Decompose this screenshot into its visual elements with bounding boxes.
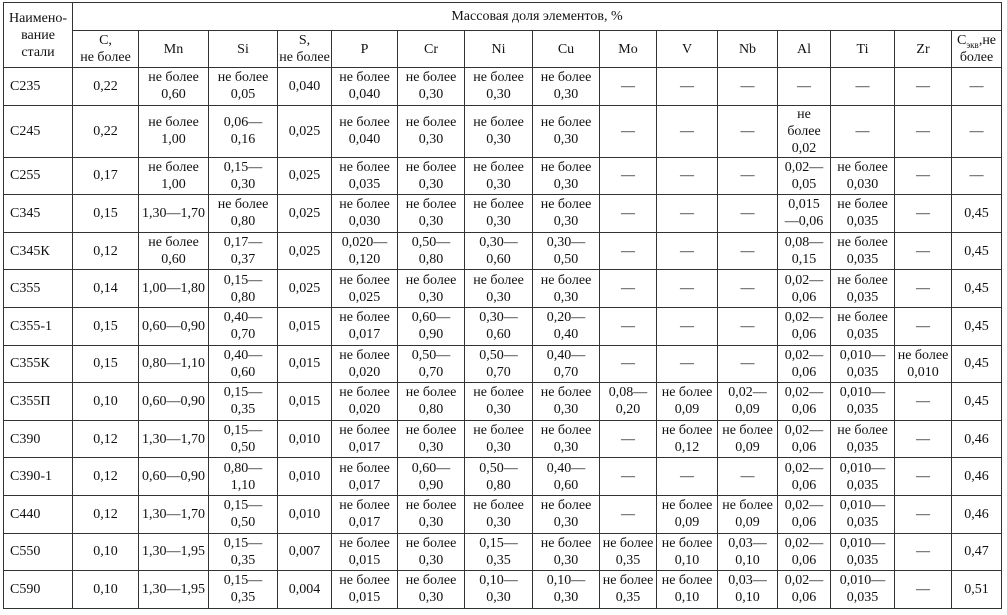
table-cell: не более 0,30 bbox=[398, 420, 465, 458]
table-cell: 0,60—0,90 bbox=[139, 383, 209, 421]
table-cell: не более 0,30 bbox=[533, 420, 600, 458]
table-cell: 0,15— 0,50 bbox=[209, 420, 278, 458]
table-cell: 0,45 bbox=[952, 270, 1002, 308]
steel-grade-cell: С355-1 bbox=[4, 307, 73, 345]
table-cell: не более 0,035 bbox=[332, 157, 398, 195]
table-cell: не более 0,10 bbox=[657, 533, 718, 571]
table-cell: не более 0,30 bbox=[398, 105, 465, 157]
table-cell: 0,22 bbox=[73, 68, 139, 106]
table-cell: 0,025 bbox=[278, 270, 332, 308]
table-cell: не более 0,017 bbox=[332, 495, 398, 533]
table-cell: не более 0,040 bbox=[332, 68, 398, 106]
table-cell: 0,15 bbox=[73, 307, 139, 345]
table-cell: не более 0,35 bbox=[600, 571, 657, 609]
table-cell: 0,60—0,90 bbox=[139, 307, 209, 345]
element-column-header: Ni bbox=[465, 31, 533, 68]
table-cell: 0,15— 0,80 bbox=[209, 270, 278, 308]
table-cell: 0,010— 0,035 bbox=[831, 345, 895, 383]
table-cell: не более 0,30 bbox=[533, 105, 600, 157]
table-cell: — bbox=[600, 307, 657, 345]
table-cell: не более 0,30 bbox=[398, 195, 465, 233]
steel-grade-cell: С550 bbox=[4, 533, 73, 571]
table-cell: 0,007 bbox=[278, 533, 332, 571]
element-column-header: S, не более bbox=[278, 31, 332, 68]
table-cell: не более 0,12 bbox=[657, 420, 718, 458]
steel-grade-cell: С590 bbox=[4, 571, 73, 609]
table-cell: — bbox=[600, 345, 657, 383]
table-cell: 0,50— 0,70 bbox=[398, 345, 465, 383]
table-cell: — bbox=[600, 420, 657, 458]
table-cell: — bbox=[718, 195, 778, 233]
table-cell: 0,15— 0,50 bbox=[209, 495, 278, 533]
table-cell: 0,02— 0,06 bbox=[778, 383, 831, 421]
table-cell: — bbox=[657, 195, 718, 233]
table-cell: 0,50— 0,70 bbox=[465, 345, 533, 383]
table-cell: — bbox=[778, 68, 831, 106]
table-cell: не более 0,035 bbox=[831, 307, 895, 345]
table-cell: 0,15— 0,35 bbox=[209, 533, 278, 571]
table-cell: 0,03— 0,10 bbox=[718, 533, 778, 571]
table-cell: 0,02— 0,05 bbox=[778, 157, 831, 195]
table-cell: не более 0,030 bbox=[831, 157, 895, 195]
table-cell: — bbox=[657, 270, 718, 308]
table-cell: — bbox=[718, 68, 778, 106]
table-cell: не более 0,30 bbox=[465, 68, 533, 106]
table-cell: 0,45 bbox=[952, 232, 1002, 270]
table-cell: не более 0,30 bbox=[533, 195, 600, 233]
table-row bbox=[4, 232, 1002, 270]
table-cell: — bbox=[600, 495, 657, 533]
table-cell: 0,60— 0,90 bbox=[398, 307, 465, 345]
table-cell: не более 0,30 bbox=[398, 270, 465, 308]
element-column-header: Ti bbox=[831, 31, 895, 68]
table-cell: 0,015 —0,06 bbox=[778, 195, 831, 233]
table-cell: — bbox=[952, 68, 1002, 106]
steel-grade-cell: С355К bbox=[4, 345, 73, 383]
table-cell: не более 0,80 bbox=[398, 383, 465, 421]
table-row bbox=[4, 420, 1002, 458]
table-cell: 0,015 bbox=[278, 345, 332, 383]
table-cell: 0,010 bbox=[278, 420, 332, 458]
table-cell: 0,45 bbox=[952, 345, 1002, 383]
table-cell: не более 0,09 bbox=[657, 495, 718, 533]
table-cell: 0,40— 0,70 bbox=[533, 345, 600, 383]
table-cell: — bbox=[657, 105, 718, 157]
table-cell: не более 0,09 bbox=[657, 383, 718, 421]
table-cell: 0,12 bbox=[73, 420, 139, 458]
table-cell: не более 0,09 bbox=[718, 420, 778, 458]
table-cell: 0,010 bbox=[278, 458, 332, 496]
table-cell: не более 0,015 bbox=[332, 571, 398, 609]
table-cell: 0,02— 0,06 bbox=[778, 307, 831, 345]
table-row bbox=[4, 345, 1002, 383]
table-cell: не более 0,040 bbox=[332, 105, 398, 157]
table-cell: не более 0,05 bbox=[209, 68, 278, 106]
table-cell: не более 0,025 bbox=[332, 270, 398, 308]
table-cell: 0,06— 0,16 bbox=[209, 105, 278, 157]
table-cell: 0,45 bbox=[952, 383, 1002, 421]
table-cell: — bbox=[895, 157, 952, 195]
table-cell: — bbox=[657, 68, 718, 106]
table-cell: 0,12 bbox=[73, 232, 139, 270]
table-cell: не более 0,02 bbox=[778, 105, 831, 157]
steel-grade-cell: С390-1 bbox=[4, 458, 73, 496]
table-cell: — bbox=[718, 345, 778, 383]
table-cell: не более 0,30 bbox=[398, 68, 465, 106]
table-cell: 1,30—1,95 bbox=[139, 533, 209, 571]
table-cell: — bbox=[952, 157, 1002, 195]
table-cell: 0,025 bbox=[278, 232, 332, 270]
table-cell: 0,10 bbox=[73, 571, 139, 609]
table-cell: не более 0,030 bbox=[332, 195, 398, 233]
table-cell: — bbox=[657, 458, 718, 496]
steel-grade-cell: С345 bbox=[4, 195, 73, 233]
table-cell: 0,025 bbox=[278, 157, 332, 195]
table-cell: 0,010— 0,035 bbox=[831, 458, 895, 496]
table-cell: — bbox=[600, 232, 657, 270]
table-cell: 0,10 bbox=[73, 533, 139, 571]
table-cell: 0,40— 0,60 bbox=[533, 458, 600, 496]
table-cell: не более 0,80 bbox=[209, 195, 278, 233]
element-column-header: Si bbox=[209, 31, 278, 68]
steel-composition-table bbox=[3, 2, 1002, 609]
element-column-header: C, не более bbox=[73, 31, 139, 68]
table-cell: 0,80— 1,10 bbox=[209, 458, 278, 496]
table-cell: не более 0,30 bbox=[533, 68, 600, 106]
table-cell: 0,15 bbox=[73, 345, 139, 383]
table-cell: — bbox=[895, 420, 952, 458]
table-cell: 0,15— 0,35 bbox=[465, 533, 533, 571]
table-cell: — bbox=[600, 157, 657, 195]
element-column-header: Mn bbox=[139, 31, 209, 68]
table-cell: не более 0,30 bbox=[398, 157, 465, 195]
table-row bbox=[4, 270, 1002, 308]
element-column-header: Nb bbox=[718, 31, 778, 68]
table-cell: 0,025 bbox=[278, 105, 332, 157]
element-column-header: P bbox=[332, 31, 398, 68]
table-cell: не более 0,30 bbox=[398, 495, 465, 533]
table-cell: не более 0,035 bbox=[831, 270, 895, 308]
table-cell: 0,02— 0,06 bbox=[778, 458, 831, 496]
table-cell: 0,08— 0,20 bbox=[600, 383, 657, 421]
table-cell: 0,010 bbox=[278, 495, 332, 533]
table-cell: — bbox=[600, 458, 657, 496]
table-cell: 0,30— 0,60 bbox=[465, 232, 533, 270]
table-cell: 0,02— 0,06 bbox=[778, 495, 831, 533]
table-cell: не более 0,017 bbox=[332, 420, 398, 458]
table-row bbox=[4, 68, 1002, 106]
table-cell: 0,22 bbox=[73, 105, 139, 157]
table-cell: 0,30— 0,50 bbox=[533, 232, 600, 270]
table-cell: 0,45 bbox=[952, 195, 1002, 233]
table-cell: не более 0,035 bbox=[831, 195, 895, 233]
table-row bbox=[4, 307, 1002, 345]
table-cell: 0,51 bbox=[952, 571, 1002, 609]
table-cell: 0,02— 0,06 bbox=[778, 345, 831, 383]
table-row bbox=[4, 458, 1002, 496]
table-cell: — bbox=[831, 68, 895, 106]
table-cell: — bbox=[895, 533, 952, 571]
table-cell: 0,15— 0,30 bbox=[209, 157, 278, 195]
table-cell: 0,02— 0,09 bbox=[718, 383, 778, 421]
table-cell: 0,40— 0,60 bbox=[209, 345, 278, 383]
table-cell: не более 1,00 bbox=[139, 157, 209, 195]
table-cell: 0,50— 0,80 bbox=[465, 458, 533, 496]
table-row bbox=[4, 571, 1002, 609]
table-cell: 0,10— 0,30 bbox=[533, 571, 600, 609]
table-cell: не более 0,020 bbox=[332, 383, 398, 421]
table-cell: — bbox=[895, 68, 952, 106]
carbon-equivalent-header: $C_{экв},не$ более bbox=[952, 31, 1002, 68]
table-cell: не более 0,30 bbox=[533, 383, 600, 421]
element-column-header: Mo bbox=[600, 31, 657, 68]
table-cell: 0,015 bbox=[278, 307, 332, 345]
steel-grade-cell: С255 bbox=[4, 157, 73, 195]
table-cell: 0,15— 0,35 bbox=[209, 383, 278, 421]
table-cell: не более 0,30 bbox=[533, 270, 600, 308]
table-row bbox=[4, 157, 1002, 195]
grade-column-header: Наимено- вание стали bbox=[4, 3, 73, 68]
steel-grade-cell: С235 bbox=[4, 68, 73, 106]
table-row bbox=[4, 495, 1002, 533]
table-cell: 0,47 bbox=[952, 533, 1002, 571]
table-row bbox=[4, 195, 1002, 233]
table-cell: не более 0,09 bbox=[718, 495, 778, 533]
table-cell: 0,40— 0,70 bbox=[209, 307, 278, 345]
steel-grade-cell: С355 bbox=[4, 270, 73, 308]
table-cell: 0,14 bbox=[73, 270, 139, 308]
table-cell: 0,015 bbox=[278, 383, 332, 421]
element-column-header: Cu bbox=[533, 31, 600, 68]
table-cell: не более 0,30 bbox=[465, 157, 533, 195]
table-cell: — bbox=[657, 307, 718, 345]
table-cell: 0,80—1,10 bbox=[139, 345, 209, 383]
table-cell: не более 0,35 bbox=[600, 533, 657, 571]
table-cell: 0,020— 0,120 bbox=[332, 232, 398, 270]
table-cell: 0,50— 0,80 bbox=[398, 232, 465, 270]
table-cell: — bbox=[895, 307, 952, 345]
header-row-top bbox=[4, 3, 1002, 31]
steel-grade-cell: С440 bbox=[4, 495, 73, 533]
table-cell: 0,46 bbox=[952, 420, 1002, 458]
table-cell: 0,15 bbox=[73, 195, 139, 233]
table-cell: 0,17— 0,37 bbox=[209, 232, 278, 270]
table-cell: 0,02— 0,06 bbox=[778, 270, 831, 308]
table-cell: не более 0,015 bbox=[332, 533, 398, 571]
mass-fraction-header: Массовая доля элементов, % bbox=[73, 3, 1002, 31]
table-cell: — bbox=[600, 270, 657, 308]
table-cell: — bbox=[895, 195, 952, 233]
steel-grade-cell: С390 bbox=[4, 420, 73, 458]
table-cell: — bbox=[718, 157, 778, 195]
table-cell: не более 0,30 bbox=[533, 157, 600, 195]
table-cell: не более 0,30 bbox=[465, 195, 533, 233]
table-cell: 0,004 bbox=[278, 571, 332, 609]
table-cell: не более 0,30 bbox=[533, 533, 600, 571]
table-cell: не более 0,60 bbox=[139, 68, 209, 106]
steel-grade-cell: С345К bbox=[4, 232, 73, 270]
table-cell: — bbox=[600, 195, 657, 233]
table-cell: 0,010— 0,035 bbox=[831, 533, 895, 571]
table-cell: 0,17 bbox=[73, 157, 139, 195]
table-cell: 0,12 bbox=[73, 495, 139, 533]
table-cell: — bbox=[600, 68, 657, 106]
table-cell: не более 0,10 bbox=[657, 571, 718, 609]
table-cell: 1,00—1,80 bbox=[139, 270, 209, 308]
table-cell: не более 0,035 bbox=[831, 420, 895, 458]
header-row-elements bbox=[4, 31, 1002, 68]
table-cell: не более 0,30 bbox=[465, 420, 533, 458]
table-cell: не более 0,30 bbox=[398, 533, 465, 571]
table-cell: — bbox=[657, 345, 718, 383]
table-cell: не более 0,30 bbox=[398, 571, 465, 609]
table-cell: не более 0,010 bbox=[895, 345, 952, 383]
table-cell: — bbox=[657, 232, 718, 270]
element-column-header: Zr bbox=[895, 31, 952, 68]
table-cell: — bbox=[895, 571, 952, 609]
table-cell: — bbox=[895, 232, 952, 270]
table-cell: 0,010— 0,035 bbox=[831, 495, 895, 533]
table-cell: не более 0,30 bbox=[533, 495, 600, 533]
table-cell: 0,46 bbox=[952, 495, 1002, 533]
table-cell: 0,02— 0,06 bbox=[778, 533, 831, 571]
table-cell: не более 0,017 bbox=[332, 458, 398, 496]
table-cell: — bbox=[600, 105, 657, 157]
table-body bbox=[4, 68, 1002, 609]
table-row bbox=[4, 105, 1002, 157]
table-cell: — bbox=[831, 105, 895, 157]
table-cell: не более 0,30 bbox=[465, 383, 533, 421]
table-cell: — bbox=[718, 270, 778, 308]
table-cell: 1,30—1,70 bbox=[139, 420, 209, 458]
element-column-header: Al bbox=[778, 31, 831, 68]
table-cell: 1,30—1,95 bbox=[139, 571, 209, 609]
table-cell: не более 1,00 bbox=[139, 105, 209, 157]
table-cell: — bbox=[718, 232, 778, 270]
table-cell: 0,10 bbox=[73, 383, 139, 421]
table-cell: 0,03— 0,10 bbox=[718, 571, 778, 609]
table-cell: 0,040 bbox=[278, 68, 332, 106]
table-cell: 0,025 bbox=[278, 195, 332, 233]
table-cell: — bbox=[895, 105, 952, 157]
table-cell: — bbox=[895, 458, 952, 496]
table-row bbox=[4, 533, 1002, 571]
table-cell: 0,46 bbox=[952, 458, 1002, 496]
steel-grade-cell: С355П bbox=[4, 383, 73, 421]
table-cell: — bbox=[952, 105, 1002, 157]
element-column-header: Cr bbox=[398, 31, 465, 68]
table-cell: 0,02— 0,06 bbox=[778, 571, 831, 609]
table-cell: — bbox=[718, 307, 778, 345]
element-column-header: V bbox=[657, 31, 718, 68]
table-cell: 0,010— 0,035 bbox=[831, 383, 895, 421]
table-cell: — bbox=[895, 383, 952, 421]
table-cell: 1,30—1,70 bbox=[139, 495, 209, 533]
table-row bbox=[4, 383, 1002, 421]
table-cell: 0,15— 0,35 bbox=[209, 571, 278, 609]
steel-grade-cell: С245 bbox=[4, 105, 73, 157]
table-cell: 0,08— 0,15 bbox=[778, 232, 831, 270]
table-cell: не более 0,017 bbox=[332, 307, 398, 345]
table-cell: не более 0,60 bbox=[139, 232, 209, 270]
table-cell: не более 0,035 bbox=[831, 232, 895, 270]
table-cell: не более 0,020 bbox=[332, 345, 398, 383]
table-cell: 0,02— 0,06 bbox=[778, 420, 831, 458]
table-cell: 0,20— 0,40 bbox=[533, 307, 600, 345]
table-cell: 0,010— 0,035 bbox=[831, 571, 895, 609]
table-cell: не более 0,30 bbox=[465, 270, 533, 308]
table-cell: 0,60— 0,90 bbox=[398, 458, 465, 496]
table-cell: 0,45 bbox=[952, 307, 1002, 345]
table-cell: 0,30— 0,60 bbox=[465, 307, 533, 345]
table-cell: не более 0,30 bbox=[465, 495, 533, 533]
table-cell: 0,60—0,90 bbox=[139, 458, 209, 496]
table-cell: — bbox=[718, 458, 778, 496]
table-cell: — bbox=[657, 157, 718, 195]
table-cell: — bbox=[895, 495, 952, 533]
table-cell: 1,30—1,70 bbox=[139, 195, 209, 233]
table-cell: 0,12 bbox=[73, 458, 139, 496]
table-cell: 0,10— 0,30 bbox=[465, 571, 533, 609]
table-cell: не более 0,30 bbox=[465, 105, 533, 157]
table-cell: — bbox=[718, 105, 778, 157]
table-cell: — bbox=[895, 270, 952, 308]
